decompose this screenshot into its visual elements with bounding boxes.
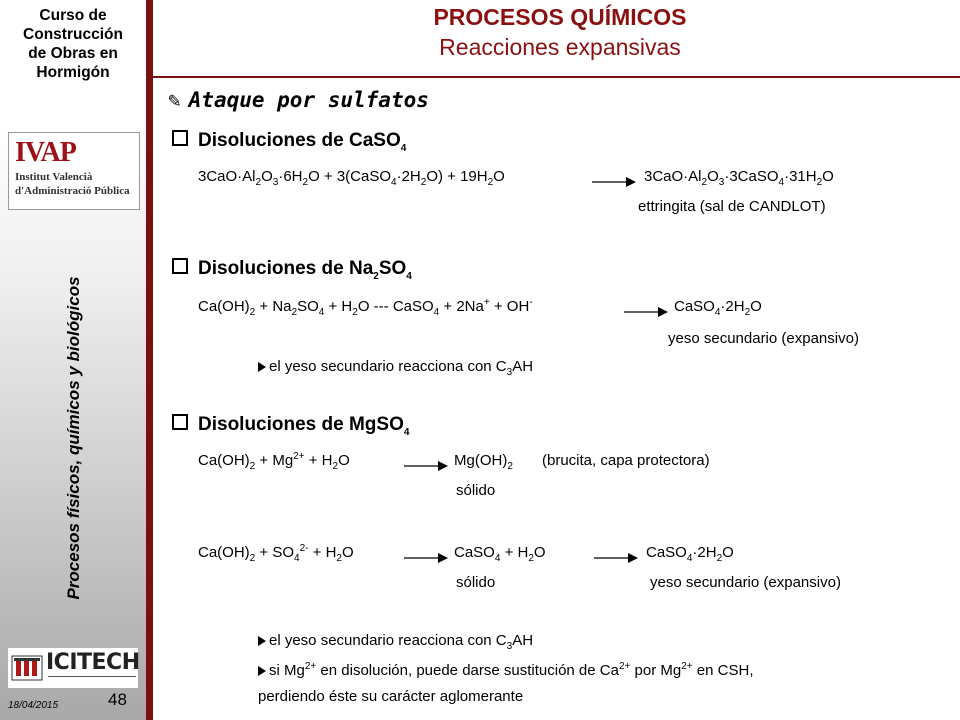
reaction-arrow-icon	[404, 460, 448, 472]
ivap-logo: IVAP	[15, 137, 76, 168]
reaction-arrow-icon	[594, 552, 638, 564]
note-text: si Mg	[269, 662, 305, 679]
icitech-logo-box	[8, 648, 138, 688]
note-solido-2: sólido	[456, 574, 496, 591]
section-label-sub: 4	[400, 142, 407, 154]
note-brucita: (brucita, capa protectora)	[542, 452, 710, 469]
arrowhead-bullet-icon	[258, 636, 266, 646]
section-label: Disoluciones de CaSO	[198, 130, 401, 151]
heading-text: Ataque por sulfatos	[188, 88, 429, 112]
note-text: en CSH,	[692, 662, 754, 679]
header-divider	[153, 76, 960, 78]
section-caso4	[172, 130, 406, 152]
section-label: Disoluciones de MgSO	[198, 414, 404, 435]
note-yeso-reacciona: el yeso secundario reacciona con $C_3AH$	[258, 358, 533, 375]
note-ettringita: ettringita (sal de CANDLOT)	[638, 198, 826, 215]
section-label-sub: 4	[406, 270, 412, 282]
course-title-line: de Obras en	[28, 45, 118, 62]
note-sustitucion: si $Mg^{2+}$ en disolución, puede darse sustitución de $Ca^{2+}$ por $Mg^{2+}$ en CSH,	[258, 662, 753, 679]
section-label: Disoluciones de Na	[198, 258, 374, 279]
course-title-line: Construcción	[23, 26, 123, 43]
section-na2so4	[172, 258, 412, 280]
icitech-mark-icon	[10, 650, 44, 684]
reaction-arrow-icon	[592, 176, 636, 188]
section-label-mid: SO	[378, 258, 407, 279]
note-yeso-secundario-2: yeso secundario (expansivo)	[650, 574, 841, 591]
section-label-sub: 2	[373, 270, 379, 282]
arrowhead-bullet-icon	[258, 362, 266, 372]
note-aglomerante: perdiendo éste su carácter aglomerante	[258, 688, 524, 705]
reaction-arrow-icon	[624, 306, 668, 318]
checkbox-bullet-icon	[172, 258, 188, 274]
note-text: por Mg	[630, 662, 682, 679]
course-title-line: Curso de	[39, 7, 107, 24]
reaction-arrow-icon	[404, 552, 448, 564]
note-text: en disolución, puede darse sustitución de Ca	[316, 662, 619, 679]
icitech-underline	[48, 676, 136, 682]
vertical-title: Procesos físicos, químicos y biológicos	[64, 276, 83, 600]
equation-so4-reactants: $Ca(OH)_2 + SO_4^{2-} + H_2O$	[198, 543, 354, 564]
equation-so4-product: $CaSO_4\cdot 2H_2O$	[646, 544, 734, 564]
sidebar	[0, 0, 146, 720]
note-solido: sólido	[456, 482, 496, 499]
section-mgso4	[172, 414, 409, 436]
course-title-line: Hormigón	[36, 64, 110, 81]
section-heading	[168, 88, 429, 112]
note-yeso-reacciona-2: el yeso secundario reacciona con $C_3AH$	[258, 632, 533, 649]
icitech-logo: ICITECH	[46, 650, 140, 675]
checkbox-bullet-icon	[172, 130, 188, 146]
page-number: 48	[108, 690, 127, 709]
page-title: PROCESOS QUÍMICOS	[433, 4, 687, 30]
course-title	[0, 6, 146, 82]
equation-brucita-reactants: $Ca(OH)_2 + Mg^{2+} + H_2O$	[198, 451, 350, 472]
ivap-logo-box	[8, 132, 140, 210]
section-label-sub: 4	[403, 426, 410, 438]
equation-ettringite-product: $3CaO\cdot Al_2O_3\cdot 3CaSO_4\cdot 31H_2O$	[644, 168, 834, 188]
slide-date: 18/04/2015	[8, 700, 59, 711]
equation-na2so4-reactants: $Ca(OH)_2 + Na_2SO_4 + H_2O$ --- CaSO$_4$ + 2Na+ + OH-	[198, 297, 533, 318]
pencil-icon: ✎	[168, 88, 181, 112]
equation-brucita-product: $Mg(OH)_2$	[454, 452, 513, 472]
checkbox-bullet-icon	[172, 414, 188, 430]
sidebar-border	[146, 0, 153, 720]
note-text: el yeso secundario reacciona con C	[269, 632, 507, 649]
arrowhead-bullet-icon	[258, 666, 266, 676]
page-subtitle: Reacciones expansivas	[439, 34, 681, 60]
equation-na2so4-product: $CaSO_4\cdot 2H_2O$	[674, 298, 762, 318]
equation-ettringite-reactants: $3CaO\cdot Al_2O_3\cdot 6H_2O$ + $3(CaSO_4\cdot 2H_2O) + 19H_2O$	[198, 168, 505, 188]
note-text: el yeso secundario reacciona con C	[269, 358, 507, 375]
equation-so4-intermediate: CaSO$_4$ + $H_2O$	[454, 544, 546, 564]
note-yeso-secundario: yeso secundario (expansivo)	[668, 330, 859, 347]
ivap-line-2: d'Administració Pública	[15, 185, 130, 197]
ivap-line-1: Institut Valencià	[15, 171, 93, 183]
